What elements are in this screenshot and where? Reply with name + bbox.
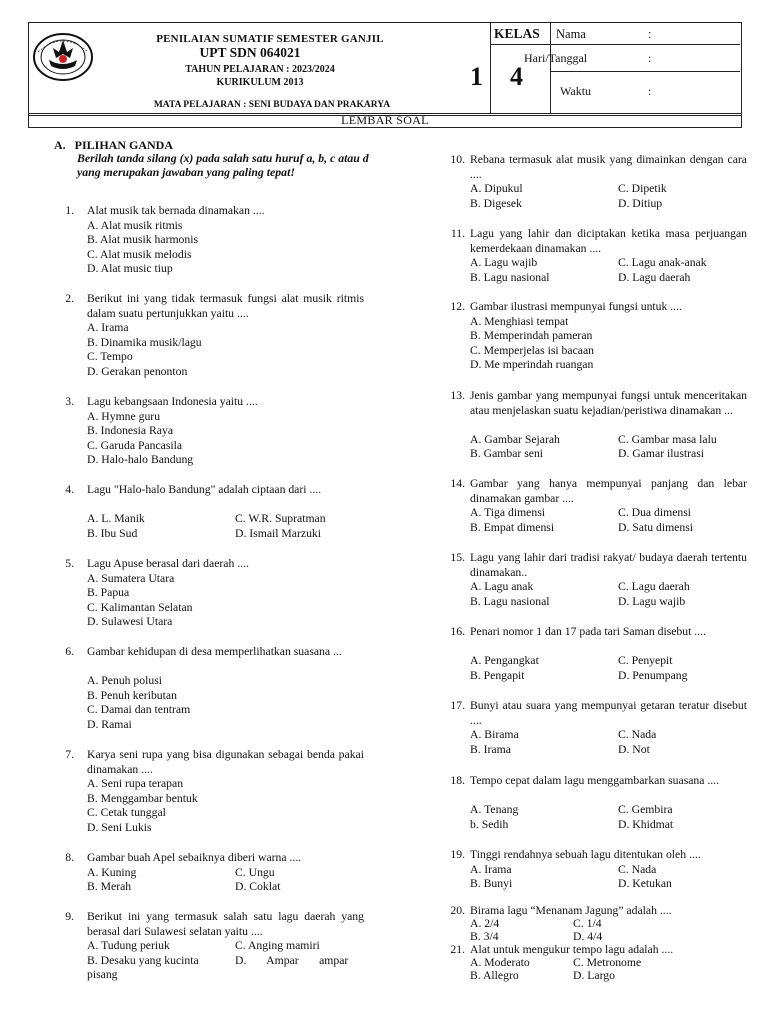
answer-option-d[interactable]: D. Lagu daerah: [618, 270, 691, 284]
answer-option-d[interactable]: D. 4/4: [573, 929, 603, 943]
answer-option-c[interactable]: C. Cetak tunggal: [87, 806, 166, 820]
answer-option-b[interactable]: B. Digesek: [470, 196, 522, 210]
answer-option-d-continued[interactable]: pisang: [87, 968, 118, 982]
answer-option-b[interactable]: B. Pengapit: [470, 668, 525, 682]
question-text: Alat musik tak bernada dinamakan ....: [87, 204, 265, 217]
question-text: Birama lagu “Menanam Jagung” adalah ....: [470, 904, 672, 917]
kelas-label: KELAS: [494, 26, 540, 41]
answer-option-c[interactable]: C. Dua dimensi: [618, 506, 692, 520]
hari-tanggal-label: Hari/Tanggal: [524, 51, 588, 65]
answer-option-c[interactable]: C. Anging mamiri: [235, 939, 320, 953]
answer-option-a[interactable]: A. Sumatera Utara: [87, 571, 175, 585]
header-divider: [490, 22, 491, 114]
answer-option-c[interactable]: C. W.R. Supratman: [235, 512, 326, 526]
nama-label: Nama: [556, 27, 586, 41]
answer-option-b[interactable]: B. Allegro: [470, 968, 519, 982]
question-number: 8.: [65, 851, 74, 864]
answer-option-b[interactable]: B. Penuh keributan: [87, 688, 177, 702]
answer-option-d[interactable]: D. Ditiup: [618, 196, 663, 210]
answer-option-a[interactable]: A. Penuh polusi: [87, 674, 162, 688]
answer-option-c[interactable]: C. Gambar masa lalu: [618, 432, 717, 446]
question-text: Lagu Apuse berasal dari daerah ....: [87, 557, 249, 570]
answer-option-b[interactable]: B. Alat musik harmonis: [87, 233, 199, 247]
question-number: 3.: [65, 395, 74, 408]
answer-option-c[interactable]: C. Alat musik melodis: [87, 247, 192, 261]
answer-option-c[interactable]: C. Lagu daerah: [618, 580, 690, 594]
answer-option-b[interactable]: B. Empat dimensi: [470, 520, 555, 534]
lembar-soal-title: LEMBAR SOAL: [28, 113, 742, 128]
answer-option-c[interactable]: C. Memperjelas isi bacaan: [470, 343, 594, 357]
question-text: Berikut ini yang termasuk salah satu lagu daerah yang berasal dari Sulawesi selatan yaitu ....: [87, 910, 364, 938]
answer-option-c[interactable]: C. Damai dan tentram: [87, 703, 191, 717]
answer-option-d[interactable]: D. Gamar ilustrasi: [618, 447, 705, 461]
question-number: 6.: [65, 645, 74, 658]
question-text: Penari nomor 1 dan 17 pada tari Saman disebut ....: [470, 625, 706, 638]
answer-option-a[interactable]: A. Gambar Sejarah: [470, 432, 560, 446]
question-text: Gambar yang hanya mempunyai panjang dan lebar dinamakan gambar ....: [470, 477, 747, 505]
answer-option-c[interactable]: C. Tempo: [87, 350, 133, 364]
answer-option-c[interactable]: C. Nada: [618, 862, 657, 876]
question-text: Lagu yang lahir dan diciptakan ketika masa perjuangan kemerdekaan dinamakan ....: [470, 227, 747, 255]
waktu-label: Waktu: [560, 84, 592, 98]
answer-option-a[interactable]: A. Kuning: [87, 865, 137, 879]
question-text: Rebana termasuk alat musik yang dimainkan dengan cara ....: [470, 153, 747, 181]
kelas-digit: 4: [510, 62, 523, 91]
question-text: Karya seni rupa yang bisa digunakan sebagai benda pakai dinamakan ....: [87, 748, 364, 776]
answer-option-c[interactable]: C. Gembira: [618, 803, 673, 817]
answer-option-c[interactable]: C. Ungu: [235, 865, 275, 879]
header-divider: [550, 22, 551, 44]
question-text: Lagu yang lahir dari tradisi rakyat/ budaya daerah tertentu dinamakan..: [470, 551, 747, 579]
answer-option-d[interactable]: D. Not: [618, 742, 650, 756]
tut-wuri-handayani-logo-icon: [32, 32, 94, 82]
answer-option-d[interactable]: D. Ampar ampar: [235, 953, 349, 967]
curriculum: KURIKULUM 2013: [216, 77, 304, 88]
question-text: Gambar buah Apel sebaiknya diberi warna ....: [87, 851, 302, 864]
question-number: 17.: [450, 699, 465, 712]
answer-option-a[interactable]: A. Birama: [470, 728, 519, 742]
answer-option-c[interactable]: C. Kalimantan Selatan: [87, 600, 193, 614]
question-text: Jenis gambar yang mempunyai fungsi untuk menceritakan atau menjelaskan suatu kejadian/peristiwa dinamakan ...: [470, 389, 747, 417]
question-text: Bunyi atau suara yang mempunyai getaran teratur disebut ....: [470, 699, 747, 727]
question-number: 14.: [450, 477, 465, 490]
answer-option-b[interactable]: B. Merah: [87, 880, 132, 894]
exam-title: PENILAIAN SUMATIF SEMESTER GANJIL: [156, 33, 384, 45]
answer-option-b[interactable]: B. Desaku yang kucinta: [87, 953, 199, 967]
question-number: 11.: [450, 227, 465, 240]
answer-option-a[interactable]: A. Dipukul: [470, 182, 523, 196]
question-number: 21.: [450, 943, 465, 956]
question-number: 5.: [65, 557, 74, 570]
section-instruction: Berilah tanda silang (x) pada salah satu huruf a, b, c atau d yang merupakan jawaban yang paling tepat!: [77, 151, 369, 179]
answer-option-a[interactable]: A. Irama: [87, 321, 129, 335]
answer-option-a[interactable]: A. Seni rupa terapan: [87, 777, 184, 791]
answer-option-d[interactable]: D. Coklat: [235, 880, 281, 894]
answer-option-a[interactable]: A. Alat musik ritmis: [87, 218, 183, 232]
answer-option-c[interactable]: C. Garuda Pancasila: [87, 438, 183, 452]
answer-option-d[interactable]: D. Satu dimensi: [618, 520, 693, 534]
subject-line: MATA PELAJARAN : SENI BUDAYA DAN PRAKARYA: [153, 100, 391, 110]
question-number: 7.: [65, 748, 74, 761]
question-text: Lagu "Halo-halo Bandung" adalah ciptaan dari ....: [87, 483, 322, 496]
answer-option-a[interactable]: A. Lagu wajib: [470, 256, 538, 270]
answer-option-a[interactable]: A. Menghiasi tempat: [470, 314, 569, 328]
question-number: 10.: [450, 153, 465, 166]
answer-option-d[interactable]: D. Me mperindah ruangan: [470, 358, 594, 372]
question-number: 2.: [65, 292, 74, 305]
school-name: UPT SDN 064021: [199, 45, 301, 60]
answer-option-d[interactable]: D. Alat music tiup: [87, 262, 173, 276]
answer-option-b[interactable]: B. Indonesia Raya: [87, 424, 174, 438]
answer-option-c[interactable]: C. Nada: [618, 728, 657, 742]
section-title: A. PILIHAN GANDA: [54, 138, 174, 152]
question-number: 16.: [450, 625, 465, 638]
answer-option-d[interactable]: D. Ismail Marzuki: [235, 526, 322, 540]
question-number: 20.: [450, 904, 465, 917]
answer-option-a[interactable]: A. Pengangkat: [470, 654, 539, 668]
nama-field[interactable]: :: [648, 27, 652, 41]
answer-option-d[interactable]: D. Ketukan: [618, 877, 672, 891]
answer-option-d[interactable]: D. Khidmat: [618, 817, 674, 831]
question-number: 15.: [450, 551, 465, 564]
answer-option-c[interactable]: C. 1/4: [573, 916, 602, 930]
answer-option-b[interactable]: B. 3/4: [470, 929, 499, 943]
question-number: 19.: [450, 848, 465, 861]
question-number: 4.: [65, 483, 74, 496]
question-text: Lagu kebangsaan Indonesia yaitu ....: [87, 395, 258, 408]
answer-option-c[interactable]: C. Penyepit: [618, 654, 673, 668]
answer-option-b[interactable]: b. Sedih: [470, 817, 509, 831]
waktu-field[interactable]: :: [648, 84, 652, 98]
kelas-digit: 1: [470, 62, 483, 91]
answer-option-d[interactable]: D. Seni Lukis: [87, 821, 152, 834]
hari-tanggal-field[interactable]: :: [648, 51, 652, 65]
answer-option-b[interactable]: B. Papua: [87, 586, 130, 600]
answer-option-c[interactable]: C. Lagu anak-anak: [618, 256, 707, 270]
answer-option-d[interactable]: D. Penumpang: [618, 668, 688, 682]
answer-option-a[interactable]: A. Tudung periuk: [87, 939, 170, 953]
answer-option-a[interactable]: A. Hymne guru: [87, 409, 161, 423]
answer-option-d[interactable]: D. Largo: [573, 968, 615, 982]
answer-option-a[interactable]: A. Lagu anak: [470, 580, 534, 594]
question-number: 13.: [450, 389, 465, 402]
answer-option-a[interactable]: A. Irama: [470, 862, 512, 876]
question-text: Berikut ini yang tidak termasuk fungsi alat musik ritmis dalam suatu pertunjukkan yaitu ....: [87, 292, 364, 320]
question-number: 12.: [450, 300, 465, 313]
answer-option-b[interactable]: B. Bunyi: [470, 877, 513, 891]
answer-option-d[interactable]: D. Gerakan penonton: [87, 365, 188, 378]
answer-option-a[interactable]: A. Moderato: [470, 955, 530, 969]
answer-option-b[interactable]: B. Irama: [470, 742, 511, 756]
answer-option-b[interactable]: B. Memperindah pameran: [470, 329, 593, 343]
answer-option-a[interactable]: A. Tenang: [470, 803, 519, 817]
answer-option-d[interactable]: D. Ramai: [87, 718, 132, 731]
answer-option-d[interactable]: D. Halo-halo Bandung: [87, 453, 194, 467]
answer-option-a[interactable]: A. Tiga dimensi: [470, 506, 546, 520]
academic-year: TAHUN PELAJARAN : 2023/2024: [185, 64, 335, 75]
header-divider: [550, 71, 740, 72]
answer-option-b[interactable]: B. Ibu Sud: [87, 526, 138, 540]
question-text: Gambar kehidupan di desa memperlihatkan suasana ...: [87, 645, 342, 658]
answer-option-a[interactable]: A. L. Manik: [87, 512, 145, 526]
answer-option-b[interactable]: B. Dinamika musik/lagu: [87, 335, 202, 349]
header-divider: [490, 44, 740, 45]
question-number: 18.: [450, 774, 465, 787]
question-text: Gambar ilustrasi mempunyai fungsi untuk ....: [470, 300, 682, 313]
answer-option-c[interactable]: C. Metronome: [573, 955, 642, 969]
answer-option-b[interactable]: B. Lagu nasional: [470, 270, 550, 284]
answer-option-d[interactable]: D. Sulawesi Utara: [87, 615, 173, 629]
answer-option-b[interactable]: B. Menggambar bentuk: [87, 791, 198, 805]
answer-option-a[interactable]: A. 2/4: [470, 916, 500, 930]
answer-option-b[interactable]: B. Lagu nasional: [470, 594, 550, 608]
answer-option-d[interactable]: D. Lagu wajib: [618, 594, 686, 608]
question-text: Tempo cepat dalam lagu menggambarkan suasana ....: [470, 774, 720, 787]
question-text: Alat untuk mengukur tempo lagu adalah ....: [470, 943, 674, 956]
answer-option-b[interactable]: B. Gambar seni: [470, 447, 544, 461]
answer-option-c[interactable]: C. Dipetik: [618, 182, 667, 196]
question-number: 1.: [65, 204, 74, 217]
question-text: Tinggi rendahnya sebuah lagu ditentukan oleh ....: [470, 848, 701, 861]
question-number: 9.: [65, 910, 74, 923]
